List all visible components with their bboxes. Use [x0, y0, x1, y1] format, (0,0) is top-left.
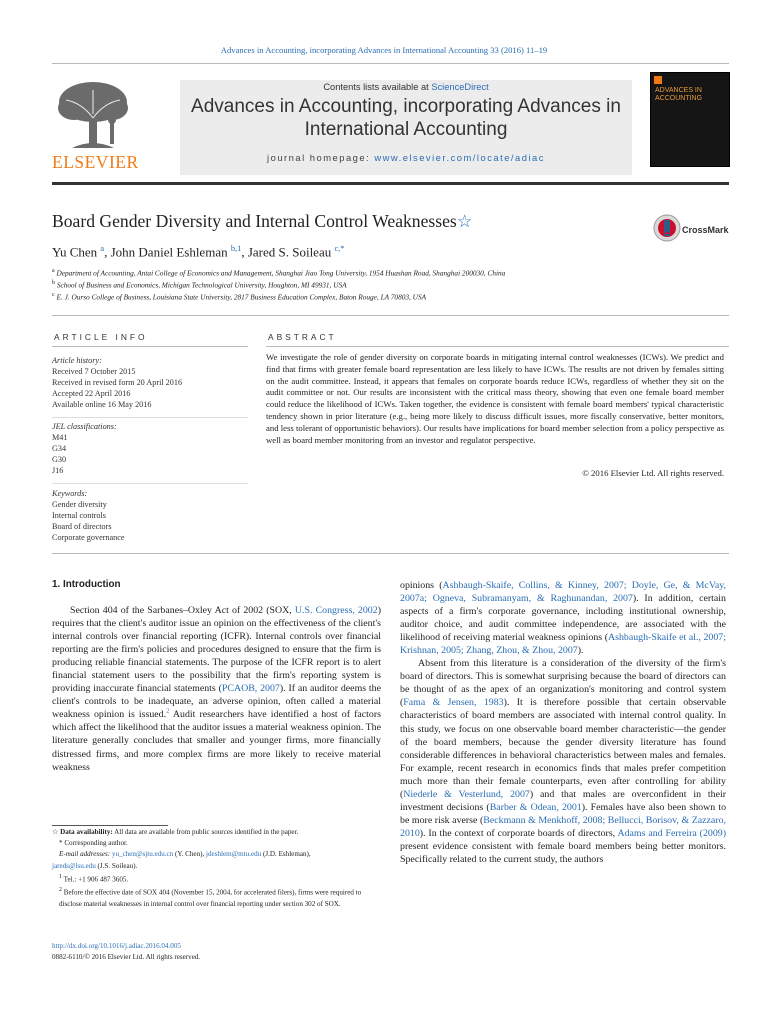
banner-divider [52, 182, 729, 185]
body-text: Absent from this literature is a consideration of the diversity of the firm's board of directors. This is somewhat surprising because the board of directors can be thought of as the apex of an organization's monitoring and control system ( [400, 658, 726, 709]
citation-link[interactable]: Barber & Odean, 2001 [489, 801, 582, 813]
citation-link[interactable]: PCAOB, 2007 [221, 683, 280, 695]
email-owner: (Y. Chen), [173, 850, 207, 859]
asterisk-mark: * [59, 839, 65, 848]
body-text: ). In the context of corporate boards of directors, [419, 827, 618, 839]
history-item: Received in revised form 20 April 2016 [52, 377, 183, 387]
footnote-star [52, 827, 381, 838]
cover-logo-mark [654, 76, 662, 84]
affiliation [52, 292, 426, 301]
affiliation-text: School of Business and Economics, Michigan Technological University, Houghton, MI 49931, USA [56, 280, 347, 290]
header-divider [52, 63, 729, 64]
keywords-label: Keywords: [52, 489, 88, 498]
contents-prefix: Contents lists available at [323, 82, 432, 92]
affiliation-mark: b [52, 280, 55, 286]
citation-link[interactable]: Adams and Ferreira (2009) [617, 827, 726, 839]
crossmark-icon [652, 213, 682, 243]
footnote-emails [52, 849, 381, 860]
body-text: present evidence consistent with female board members being better monitors. Specifically related to the current study, the authors [400, 840, 726, 865]
body-text: ). [577, 645, 584, 657]
doi-link[interactable]: http://dx.doi.org/10.1016/j.adiac.2016.04.005 [52, 942, 181, 950]
abstract-copyright: © 2016 Elsevier Ltd. All rights reserved. [582, 468, 724, 478]
email-owner: (J.S. Soileau). [95, 861, 138, 870]
jel-item: M41 [52, 432, 68, 442]
keywords [52, 489, 125, 544]
journal-cover-image[interactable] [650, 72, 730, 167]
affiliation-mark: c [52, 292, 55, 298]
footnote-emails-cont [52, 861, 381, 872]
intro-heading: 1. Introduction [52, 579, 121, 590]
history-item: Available online 16 May 2016 [52, 399, 152, 409]
history-item: Received 7 October 2015 [52, 366, 136, 376]
author-affiliation-mark[interactable]: c,* [334, 244, 345, 253]
footnote-1-text: Tel.: +1 906 487 3605. [63, 875, 129, 884]
affiliation-text: E. J. Ourso College of Business, Louisiana State University, 2817 Business Education Complex, Baton Rouge, LA 70803, USA [56, 292, 427, 302]
citation-link[interactable]: Beckmann & Menkhoff, 2008; Bellucci, Borisov, & Zazzaro, 2010 [400, 814, 726, 839]
history-item: Accepted 22 April 2016 [52, 388, 131, 398]
affiliation-mark: a [52, 268, 55, 274]
issn-line: 0882-6110/© 2016 Elsevier Ltd. All rights reserved. [52, 953, 201, 961]
article-info-rule [52, 346, 248, 347]
body-text: ). If an auditor deems the client's controls to be inadequate, an adverse opinion, often called a material weakness opinion is issued. [52, 683, 381, 721]
footnote-2-text: Before the effective date of SOX 404 (November 15, 2004, for accelerated filers), firms were required to disclose material weaknesses in internal control over financial reporting under section 302 of SOX. [59, 888, 362, 908]
footnote-rule [52, 825, 168, 826]
body-text: ) requires that the client's auditor issue an opinion on the effectiveness of the client's internal controls over financial reporting (ICFR). Internal controls over financial reporting are the firm's policies and procedures designed to ensure that the firm is producing reliable financial statements. The purpose of the ICFR report is to alert financial statement users to the possibility that the firm's reporting system is providing inaccurate financial statements ( [52, 605, 381, 695]
sciencedirect-link[interactable]: ScienceDirect [431, 82, 489, 92]
homepage-prefix: journal homepage: [267, 152, 375, 163]
homepage-link[interactable]: www.elsevier.com/locate/adiac [374, 152, 545, 163]
citation-link[interactable]: Fama & Jensen, 1983 [403, 697, 504, 709]
body-text: opinions ( [400, 580, 443, 591]
jel-item: G34 [52, 443, 67, 453]
jel-item: G30 [52, 454, 67, 464]
footnote-ref[interactable]: 2 [166, 708, 170, 716]
keyword-item: Board of directors [52, 521, 112, 531]
history-label: Article history: [52, 356, 102, 365]
running-head[interactable]: Advances in Accounting, incorporating Advances in International Accounting 33 (2016) 11–19 [220, 45, 548, 55]
citation-link[interactable]: Ashbaugh-Skaife et al., 2007; Krishnan, 2005; Zhang, Zhou, & Zhou, 2007 [400, 632, 726, 657]
crossmark-label[interactable]: CrossMark [682, 225, 729, 235]
email-owner: (J.D. Eshleman), [261, 850, 311, 859]
footnote-star-text: All data are available from public sources identified in the paper. [112, 828, 299, 836]
footnotes [52, 827, 381, 910]
journal-homepage [180, 152, 632, 163]
footnote-2: $^2$ Before the effective date of SOX 404 (November 15, 2004, for accelerated filers), firms were required to disclose material weaknesses in internal control over financial reporting under section 302 of SOX. [59, 887, 362, 908]
email-link[interactable]: yu_chen@sjtu.edu.cn [111, 850, 174, 859]
cover-title: ADVANCES IN ACCOUNTING [655, 87, 703, 102]
author-list: Yu Chen $^a$, John Daniel Eshleman $^{b,1}$, Jared S. Soileau $^{c,*}$ [52, 244, 345, 260]
keyword-item: Gender diversity [52, 499, 107, 509]
star-icon: ☆ [52, 828, 61, 836]
doi-block [52, 941, 200, 963]
body-text: Audit researchers have identified a host of factors which affect the likelihood that the auditor issues a material weakness opinion. The literature generally concludes that smaller and younger firms, more financially distressed firms, and more complex firms are more likely to receive material weakness [52, 709, 381, 773]
email-link[interactable]: jdeshlem@mtu.edu [206, 850, 262, 859]
body-text: ). Females have also been shown to be more risk averse ( [400, 801, 727, 826]
affiliations-divider [52, 315, 729, 316]
author-name[interactable]: Jared S. Soileau [247, 244, 332, 260]
affiliation-text: Department of Accounting, Antai College of Economics and Management, Shanghai Jiao Tong University, 1954 Huashan Road, Shanghai 200030, China [56, 268, 506, 278]
article-history [52, 356, 182, 411]
journal-title: Advances in Accounting, incorporating Advances in International Accounting [191, 96, 621, 140]
keyword-item: Internal controls [52, 510, 106, 520]
body-text: ) and that males are overconfident in their investment decisions ( [400, 788, 726, 813]
email-link[interactable]: jareds@lsu.edu [52, 861, 96, 870]
citation-link[interactable]: Niederle & Vesterlund, 2007 [403, 788, 530, 800]
email-label: E-mail addresses: [59, 850, 112, 859]
title-footnote-star[interactable]: ☆ [456, 211, 473, 231]
info-divider [52, 417, 248, 418]
paper-title [52, 211, 473, 232]
footnote-star-label: Data availability: [60, 828, 113, 836]
elsevier-wordmark: ELSEVIER [52, 152, 139, 172]
contents-line [180, 82, 632, 92]
intro-paragraph-2 [400, 657, 726, 866]
jel-classifications [52, 422, 117, 477]
abstract-text: We investigate the role of gender diversity on corporate boards in mitigating internal control weaknesses (ICWs). We predict and find that firms with greater female board representation are less likely to have ICWs. The results are not driven by females sitting on the audit committee. Instead, it appears that females on corporate boards reduce ICWs, regardless of whether they sit on the audit committee or not. Our results are inconsistent with the critical mass theory, showing that even one female board member could reduce the likelihood of ICWs. Taken together, the evidence is consistent with female board members' typical characteristic tendency shown in prior literature (e.g., being more likely to discuss difficult issues, more fiscally conservative, better monitors, and less tolerant of opportunistic behaviors). Our results have implications for board member selection from a policy perspective as well as board member monitoring from an investor and regulator perspective. [266, 352, 724, 445]
jel-item: J16 [52, 465, 64, 475]
affiliation [52, 268, 505, 277]
keyword-item: Corporate governance [52, 532, 125, 542]
author-affiliation-mark[interactable]: b,1 [230, 244, 242, 253]
body-text: Section 404 of the Sarbanes–Oxley Act of 2002 (SOX, [70, 605, 295, 616]
intro-left-column [52, 604, 381, 774]
abstract-divider [52, 553, 729, 554]
author-name[interactable]: John Daniel Eshleman [110, 244, 228, 260]
jel-label: JEL classifications: [52, 422, 117, 431]
affiliation [52, 280, 347, 289]
author-name[interactable]: Yu Chen [52, 244, 98, 260]
corresponding-text: Corresponding author. [64, 839, 128, 848]
citation-link[interactable]: Ashbaugh-Skaife, Collins, & Kinney, 2007; Doyle, Ge, & McVay, 2007a; Ogneva, Subramanyam, & Raghunandan, 2007 [400, 580, 726, 605]
article-info-heading: ARTICLE INFO [54, 332, 148, 342]
abstract-heading: ABSTRACT [268, 332, 337, 342]
author-affiliation-mark[interactable]: a [100, 244, 105, 253]
paper-title-text: Board Gender Diversity and Internal Control Weaknesses [52, 211, 457, 231]
info-divider [52, 483, 248, 484]
body-text: ). In addition, certain aspects of a firm's corporate governance, including institutional ownership, auditor choice, and audit committee independence, are associated with the likelihood of receiving material weakness opinions ( [400, 593, 726, 644]
footnote-1: $^1$ Tel.: +1 906 487 3605. [59, 873, 129, 884]
footnote-corresponding [52, 838, 381, 849]
abstract-rule [266, 346, 729, 347]
body-text: ). It is therefore possible that certain observable characteristics of board members are associated with internal control quality. In this study, we focus on one observable board member characteristic—the gender of the board members, because the gender diversity literature has found considerable differences in behavioral characteristics between males and females. For example, recent research in economics finds that males prefer competition much more than their female counterparts, even after controlling for ability ( [400, 697, 726, 800]
intro-right-column [400, 579, 726, 866]
citation-link[interactable]: U.S. Congress, 2002 [294, 605, 378, 616]
